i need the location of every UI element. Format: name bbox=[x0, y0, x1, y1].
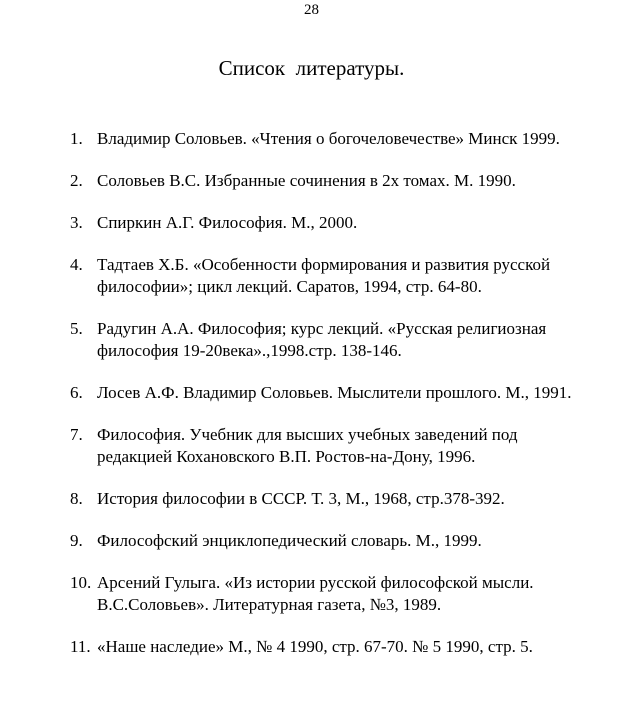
reference-item bbox=[70, 530, 622, 552]
reference-item bbox=[70, 572, 622, 616]
reference-number: 3. bbox=[70, 213, 83, 232]
reference-text: Арсений Гулыга. «Из истории русской философской мысли. В.С.Соловьев». Литературная газета, №3, 1989. bbox=[97, 573, 534, 614]
page-number: 28 bbox=[304, 2, 319, 18]
reference-text: Тадтаев Х.Б. «Особенности формирования и развития русской философии»; цикл лекций. Саратов, 1994, стр. 64-80. bbox=[97, 255, 551, 296]
reference-number: 10. bbox=[70, 573, 92, 592]
reference-item bbox=[70, 636, 622, 658]
reference-number: 4. bbox=[70, 255, 83, 274]
reference-text: Владимир Соловьев. «Чтения о богочеловечестве» Минск 1999. bbox=[97, 129, 560, 148]
reference-item bbox=[70, 254, 622, 298]
reference-number: 2. bbox=[70, 171, 83, 190]
page-title: Список литературы. bbox=[218, 56, 405, 80]
reference-text: Философский энциклопедический словарь. М., 1999. bbox=[97, 531, 482, 550]
reference-text: Радугин А.А. Философия; курс лекций. «Русская религиозная философия 19-20века».,1998.стр. 138-146. bbox=[97, 319, 547, 360]
reference-number: 1. bbox=[70, 129, 83, 148]
reference-text: Спиркин А.Г. Философия. М., 2000. bbox=[97, 213, 358, 232]
reference-text: Соловьев В.С. Избранные сочинения в 2х томах. М. 1990. bbox=[97, 171, 516, 190]
reference-item bbox=[70, 488, 622, 510]
reference-item bbox=[70, 318, 622, 362]
reference-item bbox=[70, 212, 622, 234]
reference-number: 5. bbox=[70, 319, 83, 338]
reference-item bbox=[70, 382, 622, 404]
reference-list bbox=[70, 128, 622, 678]
reference-number: 7. bbox=[70, 425, 83, 444]
reference-number: 9. bbox=[70, 531, 83, 550]
reference-item bbox=[70, 128, 622, 150]
reference-number: 6. bbox=[70, 383, 83, 402]
reference-item bbox=[70, 424, 622, 468]
reference-text: Философия. Учебник для высших учебных заведений под редакцией Кохановского В.П. Ростов-на-Дону, 1996. bbox=[97, 425, 518, 466]
reference-number: 11. bbox=[70, 637, 91, 656]
reference-text: «Наше наследие» М., № 4 1990, стр. 67-70. № 5 1990, стр. 5. bbox=[97, 637, 533, 656]
reference-text: Лосев А.Ф. Владимир Соловьев. Мыслители прошлого. М., 1991. bbox=[97, 383, 572, 402]
reference-text: История философии в СССР. Т. 3, М., 1968, стр.378-392. bbox=[97, 489, 505, 508]
reference-item bbox=[70, 170, 622, 192]
reference-number: 8. bbox=[70, 489, 83, 508]
